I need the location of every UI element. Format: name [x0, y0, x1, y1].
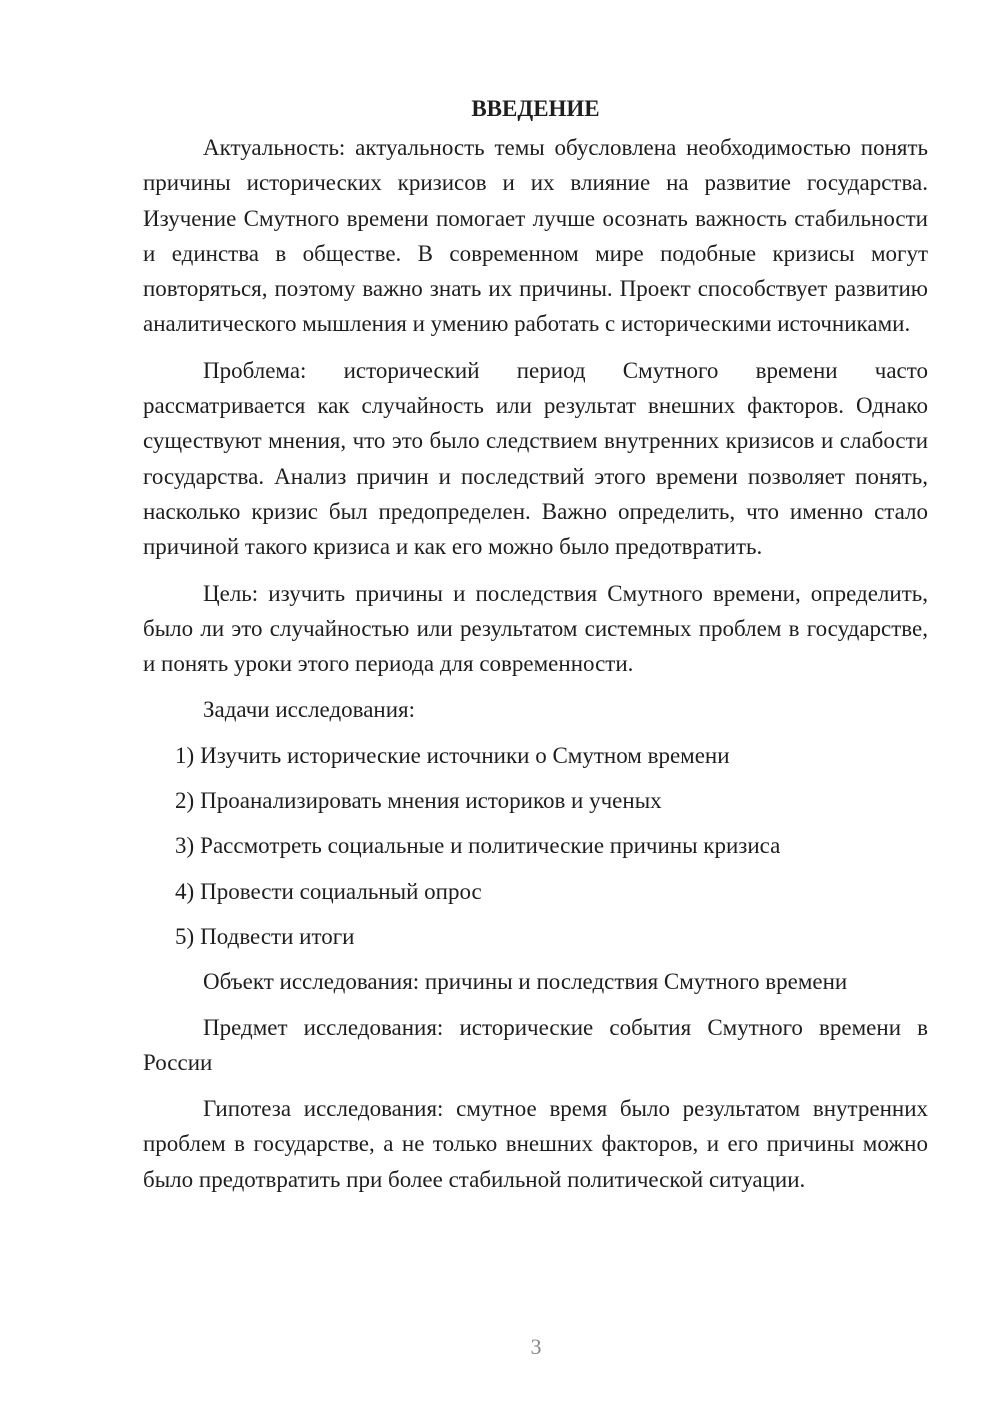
object-paragraph: Объект исследования: причины и последствия Смутного времени	[203, 969, 848, 995]
list-item	[143, 783, 928, 818]
task-text: Рассмотреть социальные и политические причины кризиса	[200, 833, 781, 859]
goal-paragraph: Цель: изучить причины и последствия Смутного времени, определить, было ли это случайностью или результатом системных проблем в государстве, и понять уроки этого периода для современности.	[143, 580, 928, 677]
tasks-list	[143, 738, 928, 954]
problem-paragraph: Проблема: исторический период Смутного времени часто рассматривается как случайность или результат внешних факторов. Однако существуют мнения, что это было следствием внутренних кризисов и слабости государства. Анализ причин и последствий этого времени позволяет понять, насколько кризис был предопределен. Важно определить, что именно стало причиной такого кризиса и как его можно было предотвратить.	[143, 357, 928, 560]
task-number: 2)	[175, 788, 195, 814]
list-item	[143, 828, 928, 863]
task-text: Изучить исторические источники о Смутном времени	[200, 742, 730, 768]
list-item	[143, 738, 928, 773]
task-text: Подвести итоги	[200, 923, 355, 949]
relevance-paragraph: Актуальность: актуальность темы обусловлена необходимостью понять причины исторических кризисов и их влияние на развитие государства. Изучение Смутного времени помогает лучше осознать важность стабильности и единства в обществе. В современном мире подобные кризисы могут повторяться, поэтому важно знать их причины. Проект способствует развитию аналитического мышления и умению работать с историческими источниками.	[143, 135, 928, 337]
hypothesis-paragraph: Гипотеза исследования: смутное время было результатом внутренних проблем в государстве, а не только внешних факторов, и его причины можно было предотвратить при более стабильной политической ситуации.	[143, 1096, 928, 1192]
page-number: 3	[530, 1334, 542, 1359]
task-number: 3)	[175, 833, 195, 859]
task-number: 1)	[175, 742, 195, 768]
task-number: 4)	[175, 878, 195, 904]
tasks-heading: Задачи исследования:	[203, 697, 416, 723]
task-text: Провести социальный опрос	[200, 878, 482, 904]
task-text: Проанализировать мнения историков и ученых	[200, 788, 662, 814]
page-content	[143, 91, 928, 1208]
page-title: ВВЕДЕНИЕ	[471, 96, 600, 121]
subject-paragraph: Предмет исследования: исторические события Смутного времени в России	[143, 1014, 928, 1075]
list-item	[143, 919, 928, 954]
list-item	[143, 874, 928, 909]
task-number: 5)	[175, 923, 195, 949]
